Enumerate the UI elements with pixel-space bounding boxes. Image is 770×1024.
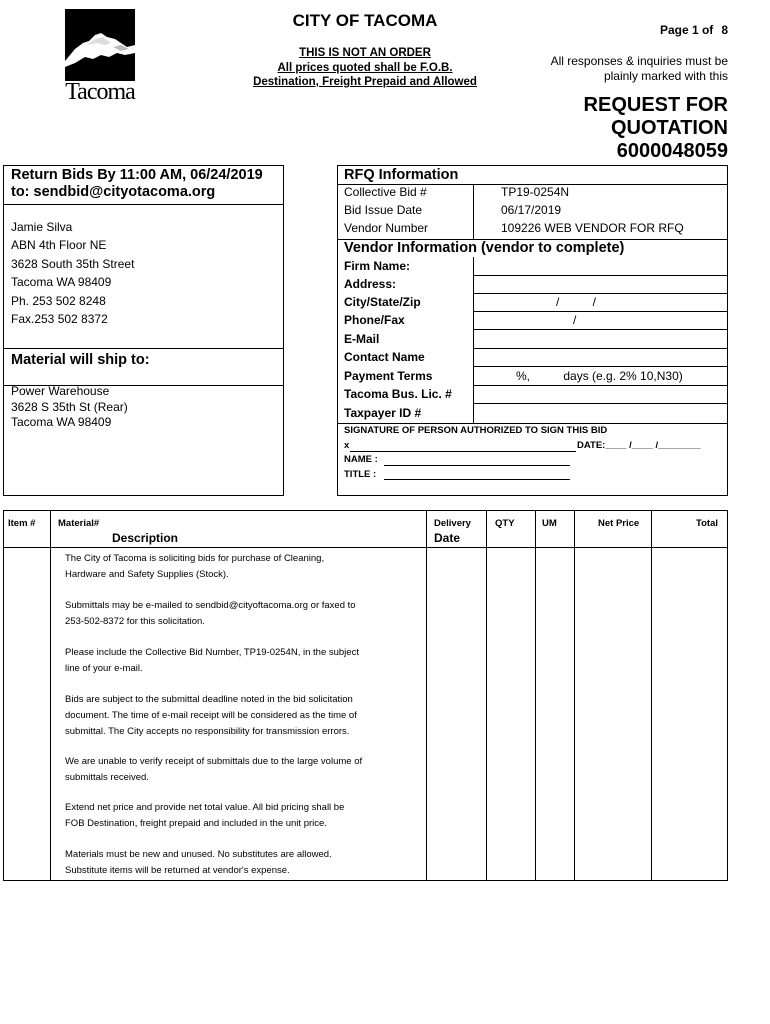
column-divider [473, 184, 474, 239]
inquiries-note [520, 54, 728, 84]
firm-name-label: Firm Name: [344, 259, 411, 273]
payment-terms-field[interactable]: %, days (e.g. 2% 10,N30) [516, 369, 683, 383]
signature-date[interactable]: DATE:____ /____ /________ [577, 440, 701, 451]
divider [338, 423, 727, 424]
description-line: submittals received. [65, 772, 149, 783]
vendor-number-value: 109226 WEB VENDOR FOR RFQ [501, 221, 684, 235]
signature-line[interactable] [350, 451, 576, 452]
tacoma-logo [65, 9, 135, 111]
contact-line: Fax.253 502 8372 [11, 312, 108, 327]
email-field[interactable] [474, 348, 727, 349]
collective-bid-label: Collective Bid # [344, 185, 427, 199]
title-label: TITLE : [344, 469, 377, 480]
contact-name-label: Contact Name [344, 350, 425, 364]
page-indicator [600, 23, 728, 37]
rfq-info-heading: RFQ Information [344, 167, 459, 183]
divider [4, 204, 283, 205]
inquiries-line-1: All responses & inquiries must be [550, 54, 728, 68]
rfq-number: 6000048059 [616, 140, 728, 162]
col-item-header: Item # [8, 518, 36, 529]
contact-block [11, 218, 134, 328]
contact-line: Tacoma WA 98409 [11, 275, 112, 290]
col-total-header: Total [696, 518, 718, 529]
return-bids-line-2: to: sendbid@cityotacoma.org [11, 184, 216, 200]
description-paragraph [65, 598, 356, 630]
contact-line: ABN 4th Floor NE [11, 238, 107, 253]
description-line: 253-502-8372 for this solicitation. [65, 616, 205, 627]
description-line: document. The time of e-mail receipt will be considered as the time of [65, 710, 357, 721]
logo-text: Tacoma [65, 79, 135, 105]
col-qty-header: QTY [495, 518, 515, 529]
col-um-header: UM [542, 518, 557, 529]
col-net-price-header: Net Price [598, 518, 640, 529]
address-field[interactable] [474, 293, 727, 294]
page-label: Page 1 of [659, 23, 714, 37]
not-order-text: THIS IS NOT AN ORDER [299, 47, 431, 59]
divider [474, 385, 727, 386]
divider [474, 311, 727, 312]
header-divider [4, 547, 727, 548]
payment-terms-label: Payment Terms [344, 369, 433, 383]
col-date-header: Date [434, 531, 461, 545]
fob-line-1: All prices quoted shall be F.O.B. [277, 61, 453, 74]
column-divider [473, 257, 474, 423]
description-paragraph [65, 800, 344, 832]
page-total: 8 [721, 23, 728, 37]
contact-line: 3628 South 35th Street [11, 256, 135, 271]
col-delivery-header: Delivery [434, 518, 471, 529]
ship-to-heading: Material will ship to: [11, 352, 150, 368]
col-description-header: Description [112, 531, 179, 545]
title-line[interactable] [384, 479, 570, 480]
fob-line-2: Destination, Freight Prepaid and Allowed [253, 76, 477, 88]
firm-name-field[interactable] [474, 275, 727, 276]
taxpayer-id-label: Taxpayer ID # [344, 406, 422, 420]
description-line: line of your e-mail. [65, 663, 143, 674]
description-line: Please include the Collective Bid Number, TP19-0254N, in the subject [65, 647, 359, 658]
collective-bid-value: TP19-0254N [501, 185, 570, 199]
ship-to-line: 3628 S 35th St (Rear) [11, 399, 128, 414]
description-paragraph [65, 692, 357, 740]
business-license-field[interactable] [474, 403, 727, 404]
description-line: Bids are subject to the submittal deadline noted in the bid solicitation [65, 694, 353, 705]
col-material-header: Material# [58, 518, 100, 529]
ship-to-line: Power Warehouse [11, 384, 110, 398]
items-table [3, 510, 728, 881]
column-divider [486, 511, 487, 880]
phone-fax-field[interactable]: / [573, 313, 577, 327]
contact-line: Ph. 253 502 8248 [11, 293, 106, 308]
description-line: submittal. The City accepts no responsibility for transmission errors. [65, 726, 350, 737]
email-label: E-Mail [344, 332, 380, 346]
vendor-number-label: Vendor Number [344, 221, 429, 235]
rfq-vendor-box [337, 165, 728, 496]
column-divider [651, 511, 652, 880]
description-paragraph [65, 754, 362, 786]
return-bids-box [3, 165, 284, 496]
vendor-info-heading: Vendor Information (vendor to complete) [344, 240, 625, 256]
name-line[interactable] [384, 465, 570, 466]
description-paragraph [65, 645, 359, 677]
city-title: CITY OF TACOMA [292, 11, 438, 30]
description-line: Materials must be new and unused. No substitutes are allowed. [65, 849, 332, 860]
signature-heading: SIGNATURE OF PERSON AUTHORIZED TO SIGN THIS BID [344, 425, 608, 436]
return-bids-line-1: Return Bids By 11:00 AM, 06/24/2019 [11, 167, 263, 183]
description-line: Extend net price and provide net total value. All bid pricing shall be [65, 802, 345, 813]
city-state-zip-label: City/State/Zip [344, 295, 421, 309]
rfq-title [520, 94, 728, 163]
column-divider [574, 511, 575, 880]
contact-name-field[interactable] [474, 366, 727, 367]
column-divider [426, 511, 427, 880]
signature-x: x [344, 440, 350, 451]
rfq-title-line-2: QUOTATION [610, 117, 728, 139]
description-line: The City of Tacoma is soliciting bids for purchase of Cleaning, [65, 553, 325, 564]
divider [474, 329, 727, 330]
bid-issue-date-value: 06/17/2019 [501, 203, 562, 217]
ship-to-block [11, 384, 128, 431]
business-license-label: Tacoma Bus. Lic. # [344, 387, 452, 401]
description-line: FOB Destination, freight prepaid and included in the unit price. [65, 818, 327, 829]
description-line: Hardware and Safety Supplies (Stock). [65, 569, 229, 580]
bid-issue-date-label: Bid Issue Date [344, 203, 423, 217]
ship-to-line: Tacoma WA 98409 [11, 415, 112, 429]
column-divider [535, 511, 536, 880]
address-label: Address: [344, 277, 397, 291]
description-paragraph [65, 847, 332, 879]
column-divider [50, 511, 51, 880]
description-line: We are unable to verify receipt of submittals due to the large volume of [65, 756, 363, 767]
description-line: Submittals may be e-mailed to sendbid@cityoftacoma.org or faxed to [65, 600, 356, 611]
description-line: Substitute items will be returned at vendor's expense. [65, 865, 290, 876]
description-paragraph [65, 551, 324, 583]
order-notice [215, 46, 515, 90]
name-label: NAME : [344, 454, 378, 465]
inquiries-line-2: plainly marked with this [603, 69, 728, 83]
phone-fax-label: Phone/Fax [344, 313, 405, 327]
divider [4, 348, 283, 349]
rfq-title-line-1: REQUEST FOR [583, 94, 728, 116]
contact-line: Jamie Silva [11, 220, 73, 234]
city-state-zip-field[interactable]: / / [556, 295, 597, 309]
